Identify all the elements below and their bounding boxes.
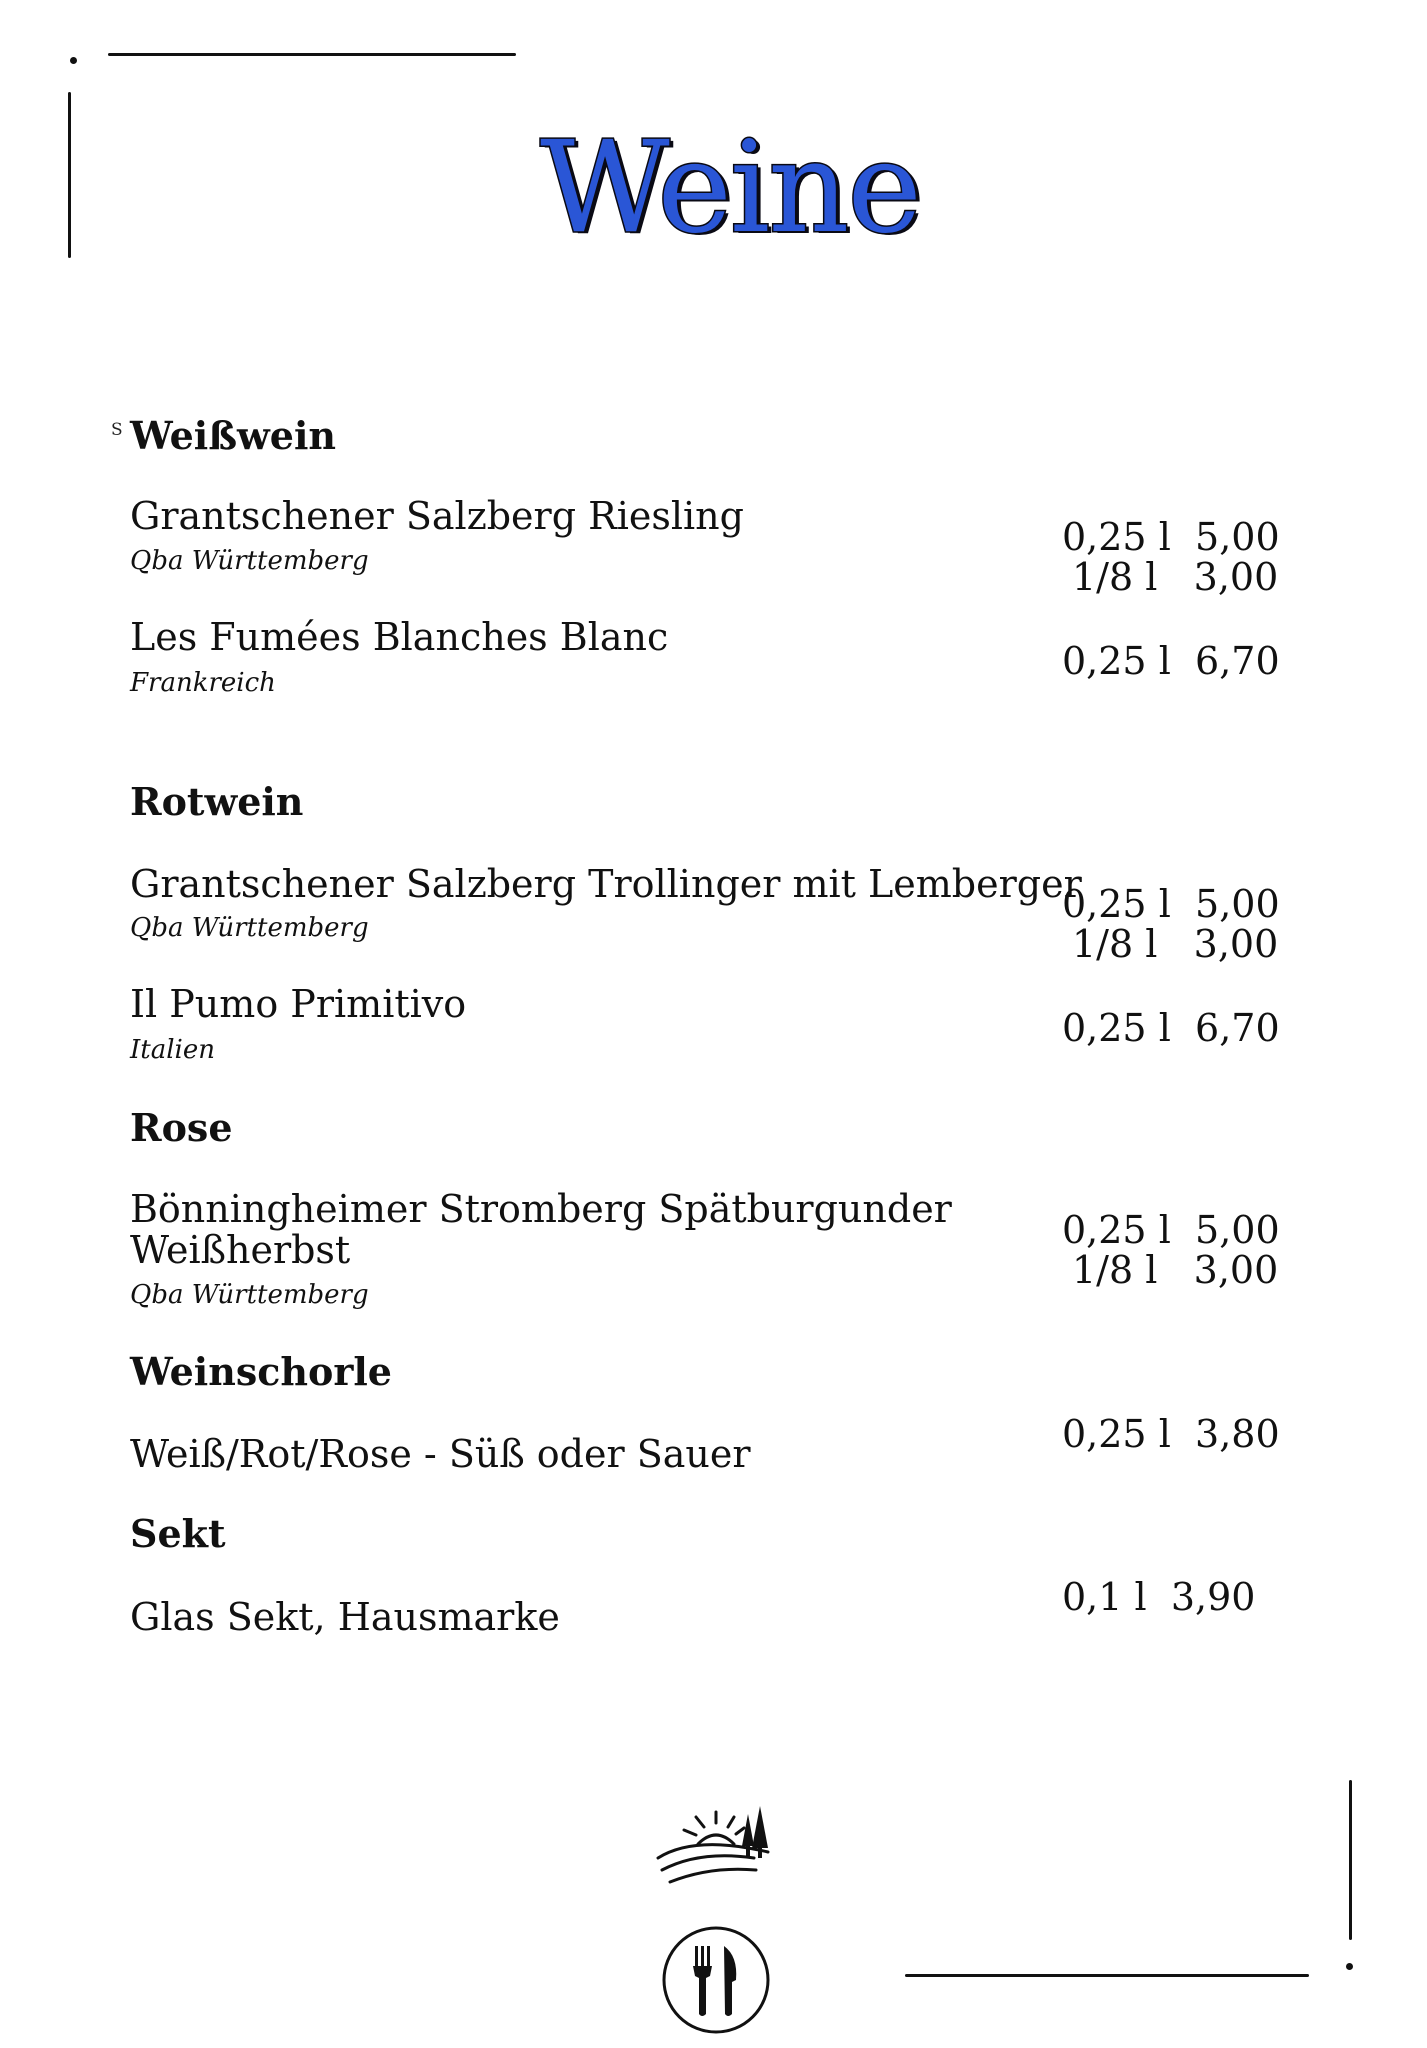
page-title: Weine [540,114,920,261]
price-volume: 1/8 l [1072,555,1158,599]
price-row [1072,922,1279,966]
item-name: Grantschener Salzberg Riesling [130,494,744,538]
price-amount: 5,00 [1195,515,1280,559]
section-heading-sekt: Sekt [130,1511,226,1556]
price-row [1062,1575,1256,1619]
price-amount: 6,70 [1195,639,1280,683]
restaurant-logo [650,1800,780,2040]
price-amount: 5,00 [1195,1208,1280,1252]
item-name: Glas Sekt, Hausmarke [130,1595,560,1639]
corner-line-bottom [905,1974,1309,1977]
price-amount: 3,80 [1195,1412,1280,1456]
item-origin: Italien [130,1035,215,1065]
price-row [1062,639,1280,683]
price-amount: 6,70 [1195,1006,1280,1050]
price-volume: 1/8 l [1072,922,1158,966]
price-volume: 0,25 l [1062,639,1171,683]
price-row [1062,1006,1280,1050]
item-name: Bönningheimer Stromberg Spätburgunder [130,1187,952,1231]
item-name: Les Fumées Blanches Blanc [130,615,669,659]
item-origin: Qba Württemberg [130,546,369,576]
item-name-line2: Weißherbst [130,1228,351,1272]
price-volume: 0,1 l [1062,1575,1147,1619]
corner-line-right [1349,1780,1352,1940]
price-amount: 5,00 [1195,882,1280,926]
item-name: Weiß/Rot/Rose - Süß oder Sauer [130,1432,751,1476]
section-heading-weinschorle: Weinschorle [130,1349,392,1394]
price-row [1062,515,1280,559]
price-volume: 0,25 l [1062,1006,1171,1050]
price-volume: 0,25 l [1062,1208,1171,1252]
item-name: Il Pumo Primitivo [130,982,467,1026]
corner-dot-top-left [70,57,77,64]
sun-hills-trees-fork-knife-logo-icon [650,1800,780,2040]
item-origin: Frankreich [130,668,276,698]
price-volume: 0,25 l [1062,1412,1171,1456]
price-amount: 3,00 [1193,1248,1279,1292]
price-volume: 1/8 l [1072,1248,1158,1292]
section-heading-rose: Rose [130,1105,233,1150]
price-row [1072,555,1279,599]
price-row [1062,882,1280,926]
corner-dot-bottom-right [1346,1963,1353,1970]
price-row [1072,1248,1279,1292]
item-name: Grantschener Salzberg Trollinger mit Lemberger [130,862,1082,906]
price-amount: 3,00 [1193,922,1279,966]
section-heading-rotwein: Rotwein [130,779,304,824]
price-volume: 0,25 l [1062,515,1171,559]
corner-line-top [108,53,516,56]
section-marker: S [111,420,123,440]
price-volume: 0,25 l [1062,882,1171,926]
section-heading-weisswein: Weißwein [130,413,337,458]
item-origin: Qba Württemberg [130,1280,369,1310]
price-row [1062,1208,1280,1252]
price-amount: 3,00 [1193,555,1279,599]
item-origin: Qba Württemberg [130,913,369,943]
price-amount: 3,90 [1170,1575,1256,1619]
price-row [1062,1412,1280,1456]
